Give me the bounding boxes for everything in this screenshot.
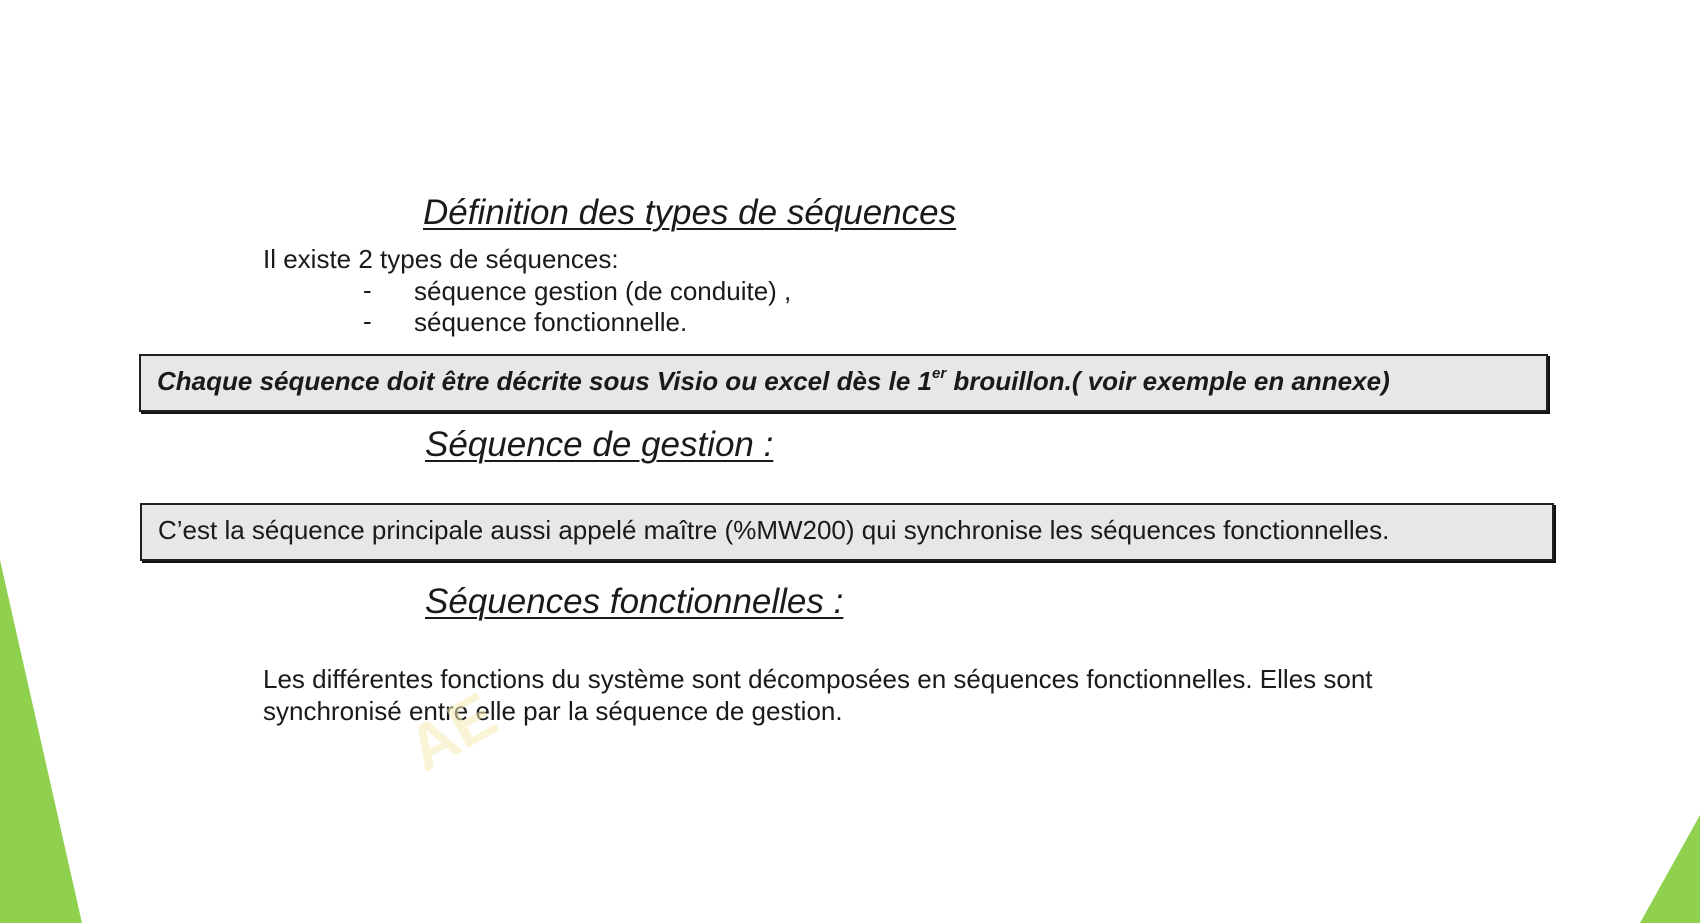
definition-title: Définition des types de séquences: [423, 193, 957, 232]
gestion-title: Séquence de gestion :: [425, 425, 774, 464]
gestion-box-text: C’est la séquence principale aussi appelé maître (%MW200) qui synchronise les séquences fonctionnelles.: [158, 515, 1390, 545]
bullet-dash: -: [363, 275, 372, 305]
fonctionnelles-line-2: synchronisé entre elle par la séquence de gestion.: [263, 696, 843, 726]
notice-box: [139, 354, 1548, 412]
notice-superscript: er: [931, 365, 947, 383]
green-triangle-right: [1640, 815, 1700, 923]
intro-text: Il existe 2 types de séquences:: [263, 244, 619, 274]
green-triangle-left: [0, 560, 82, 923]
fonctionnelles-title: Séquences fonctionnelles :: [425, 582, 844, 621]
notice-text-end: brouillon.( voir exemple en annexe): [946, 366, 1390, 396]
bullet-item-fonctionnelle: séquence fonctionnelle.: [414, 307, 688, 337]
gestion-box: [140, 503, 1554, 561]
bullet-dash: -: [363, 306, 372, 336]
notice-text-start: Chaque séquence doit être décrite sous Visio ou excel dès le 1: [157, 366, 932, 396]
bullet-item-gestion: séquence gestion (de conduite) ,: [414, 276, 792, 306]
notice-text: [157, 366, 1390, 397]
fonctionnelles-line-1: Les différentes fonctions du système sont décomposées en séquences fonctionnelles. Elles sont: [263, 664, 1373, 694]
watermark: AE: [395, 678, 509, 786]
